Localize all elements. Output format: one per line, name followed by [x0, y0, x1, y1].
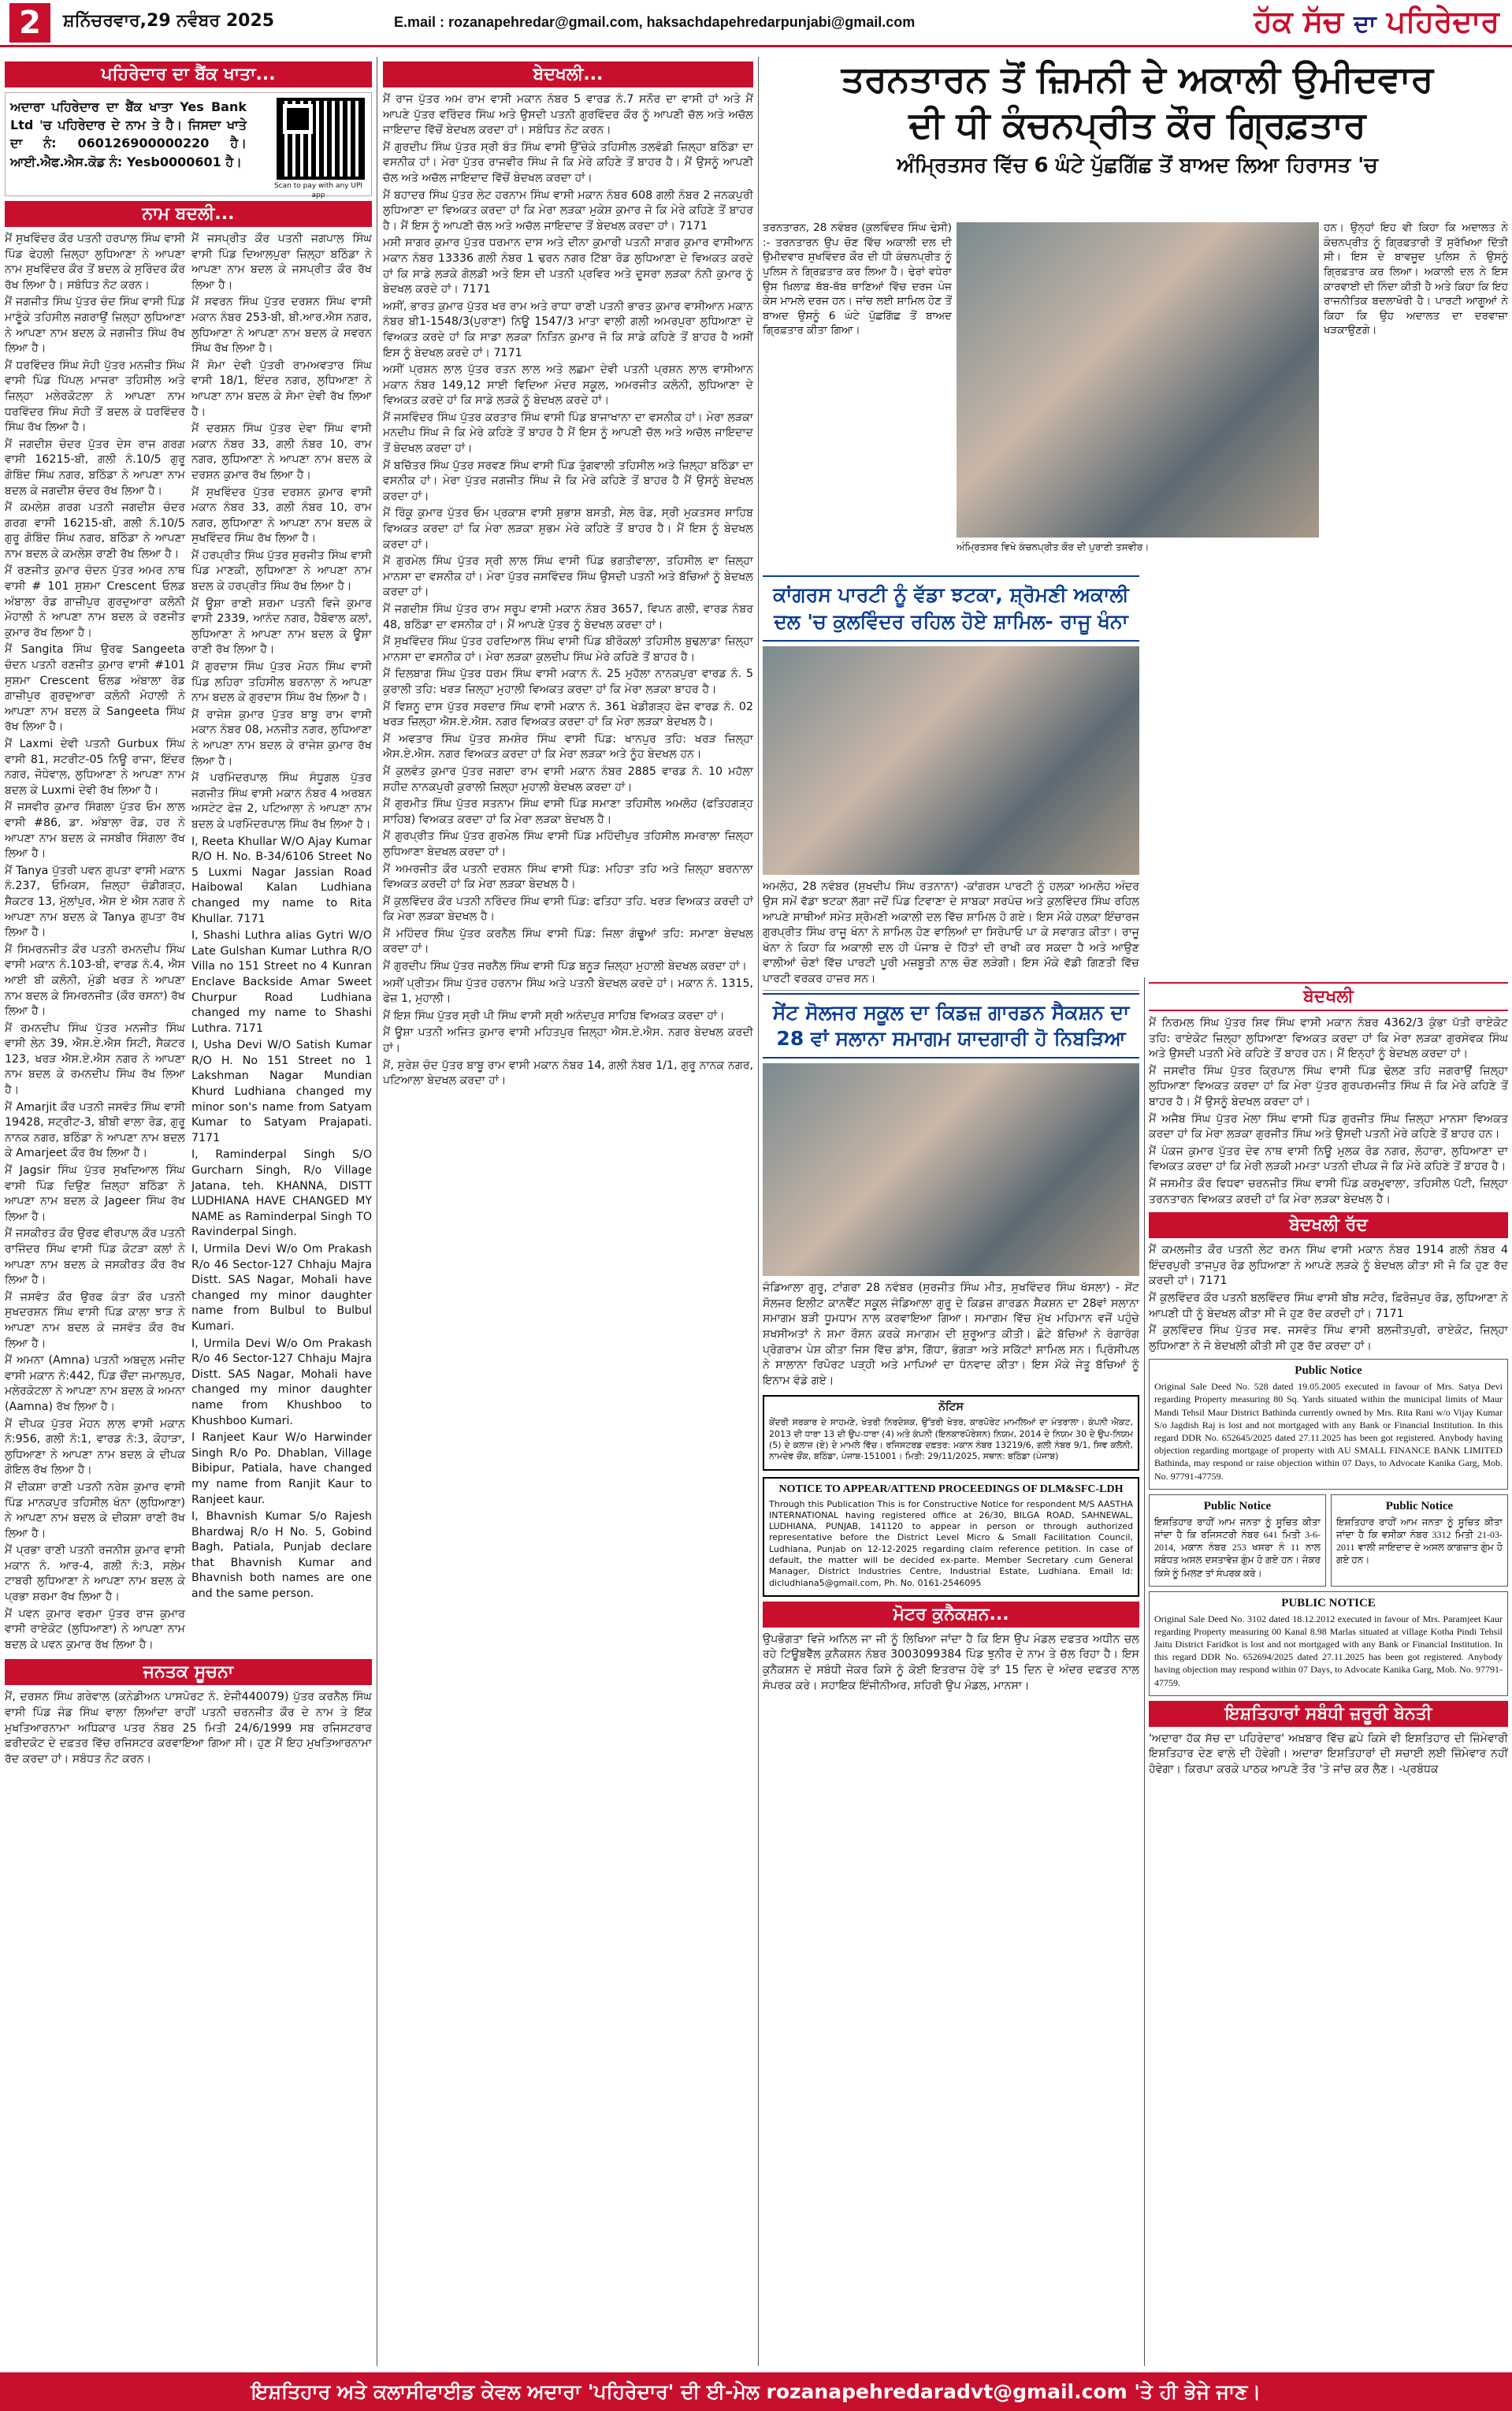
- list-item: ਮੈਂ ਧਰਵਿੰਦਰ ਸਿੰਘ ਸੋਹੀ ਪੁੱਤਰ ਮਨਜੀਤ ਸਿੰਘ ਵਾਸੀ ਪਿੰਡ ਪਿੱਪਲ ਮਾਜਰਾ ਤਹਿਸੀਲ ਅਤੇ ਜ਼ਿਲ੍ਹਾ ਮਲੇਰਕੋਟਲਾ ਨੇ ਆਪਣਾ ਨਾਮ ਧਰਵਿੰਦਰ ਸਿੰਘ ਸੋਹੀ ਤੋਂ ਬਦਲ ਕੇ ਧਰਵਿੰਦਰ ਸਿੰਘ ਰੱਖ ਲਿਆ ਹੈ।: [5, 359, 185, 434]
- list-item: ਮੈਂ ਪਰਮਿੰਦਰਪਾਲ ਸਿੰਘ ਸੰਧੂਗਲ ਪੁੱਤਰ ਜਗਜੀਤ ਸਿੰਘ ਵਾਸੀ ਮਕਾਨ ਨੰਬਰ 4 ਅਰਬਨ ਅਸਟੇਟ ਫੇਜ਼ 2, ਪਟਿਆਲਾ ਨੇ ਆਪਣਾ ਨਾਮ ਬਦਲ ਕੇ ਪਰਮਿੰਦਰਪਾਲ ਸਿੰਘ ਰੱਖ ਲਿਆ ਹੈ।: [191, 772, 372, 831]
- list-item: ਮੈਂ ਇਸ਼ ਸਿੰਘ ਪੁੱਤਰ ਸ੍ਰੀ ਪੀ ਸਿੰਘ ਵਾਸੀ ਸ੍ਰੀ ਅਨੰਦਪੁਰ ਸਾਹਿਬ ਵਿਅਕਤ ਕਰਦਾ ਹਾਂ।: [383, 1009, 725, 1022]
- column-disinheritance: [383, 57, 753, 2366]
- public-notice-3-body: ਇਸ਼ਤਿਹਾਰ ਰਾਹੀਂ ਆਮ ਜਨਤਾ ਨੂੰ ਸੂਚਿਤ ਕੀਤਾ ਜਾਂਦਾ ਹੈ ਕਿ ਵਸੀਕਾ ਨੰਬਰ 3312 ਮਿਤੀ 21-03-2011 ਵਾਲੀ ਜਾਇਦਾਦ ਦੇ ਅਸਲ ਕਾਗਜ਼ਾਤ ਗੁੰਮ ਹੋ ਗਏ ਹਨ।: [1336, 1516, 1503, 1566]
- list-item: ਮੈਂ ਕੁਲਵਿੰਦਰ ਸਿੰਘ ਪੁੱਤਰ ਸਵ. ਜਸਵੰਤ ਸਿੰਘ ਵਾਸੀ ਬਲਜੀਤਪੁਰੀ, ਰਾਏਕੋਟ, ਜ਼ਿਲ੍ਹਾ ਲੁਧਿਆਣਾ ਨੇ ਜੋ ਬੇਦਖਲੀ ਕੀਤੀ ਸੀ ਹੁਣ ਰੱਦ ਕਰਦਾ ਹਾਂ।: [1149, 1324, 1508, 1352]
- list-item: ਮੈਂ ਜਗਜੀਤ ਸਿੰਘ ਪੁੱਤਰ ਚੰਦ ਸਿੰਘ ਵਾਸੀ ਪਿੰਡ ਮਾਣੂੰਕੇ ਤਹਿਸੀਲ ਜਗਰਾਉਂ ਜ਼ਿਲ੍ਹਾ ਲੁਧਿਆਣਾ ਨੇ ਆਪਣਾ ਨਾਮ ਬਦਲ ਕੇ ਜਗਜੀਤ ਸਿੰਘ ਰੱਖ ਲਿਆ ਹੈ।: [5, 296, 185, 355]
- list-item: I, Reeta Khullar W/O Ajay Kumar R/O H. No. B-34/6106 Street No 5 Luxmi Nagar Jassian Road Haibowal Kalan Ludhiana changed my name to Rita Khullar. 7171: [191, 835, 372, 925]
- story2-headline: ਕਾਂਗਰਸ ਪਾਰਟੀ ਨੂੰ ਵੱਡਾ ਝਟਕਾ, ਸ਼੍ਰੋਮਣੀ ਅਕਾਲੀ ਦਲ 'ਚ ਕੁਲਵਿੰਦਰ ਰਹਿਲ ਹੋਏ ਸ਼ਾਮਿਲ- ਰਾਜੂ ਖੰਨਾ: [763, 575, 1139, 642]
- public-notice-1-title: Public Notice: [1295, 1364, 1362, 1378]
- story3-headline: ਸੇਂਟ ਸੋਲਜਰ ਸਕੂਲ ਦਾ ਕਿਡਜ਼ ਗਾਰਡਨ ਸੈਕਸ਼ਨ ਦਾ 28 ਵਾਂ ਸਲਾਨਾ ਸਮਾਗਮ ਯਾਦਗਾਰੀ ਹੋ ਨਿਬੜਿਆ: [763, 993, 1139, 1059]
- disinheritance-list: [383, 92, 753, 1089]
- list-item: ਮੈਂ ਮਹਿੰਦਰ ਸਿੰਘ ਪੁੱਤਰ ਕਰਨੈਲ ਸਿੰਘ ਵਾਸੀ ਪਿੰਡ: ਜਿਲਾ ਗੰਢੂਆਂ ਤਹਿ: ਸਮਾਣਾ ਬੇਦਖਲ ਕਰਦਾ ਹਾਂ।: [383, 927, 753, 956]
- section-head-public-info: ਜਨਤਕ ਸੂਚਨਾ: [5, 1659, 372, 1685]
- list-item: ਮੈਂ ਪਵਨ ਕੁਮਾਰ ਵਰਮਾ ਪੁੱਤਰ ਰਾਜ ਕੁਮਾਰ ਵਾਸੀ ਰਾਏਕੋਟ (ਲੁਧਿਆਣਾ) ਨੇ ਆਪਣਾ ਨਾਮ ਬਦਲ ਕੇ ਪਵਨ ਕੁਮਾਰ ਰੱਖ ਲਿਆ ਹੈ।: [5, 1607, 185, 1651]
- story2-photo: [763, 646, 1139, 875]
- lead-photo-caption: ਅੰਮ੍ਰਿਤਸਰ ਵਿਖੇ ਕੰਚਨਪ੍ਰੀਤ ਕੌਰ ਦੀ ਪੁਰਾਣੀ ਤਸਵੀਰ।: [957, 541, 1150, 553]
- list-item: ਮੈਂ ਰਾਜ ਪੁੱਤਰ ਅਮ ਰਾਮ ਵਾਸੀ ਮਕਾਨ ਨੰਬਰ 5 ਵਾਰਡ ਨੰ.7 ਸਨੌਰ ਦਾ ਵਾਸੀ ਹਾਂ ਅਤੇ ਮੈਂ ਆਪਣੇ ਪੁੱਤਰ ਵਰਿੰਦਰ ਸਿੰਘ ਅਤੇ ਉਸਦੀ ਪਤਨੀ ਗੁਰਵਿੰਦਰ ਕੌਰ ਨੂੰ ਆਪਣੀ ਚੱਲ ਅਤੇ ਅਚੱਲ ਜਾਇਦਾਦ ਵਿੱਚੋਂ ਬੇਦਖਲ ਕਰਦਾ ਹਾਂ। ਸਬੰਧਿਤ ਨੋਟ ਕਰਨ।: [383, 93, 753, 137]
- list-item: ਮੈਂ ਰਿੰਕੂ ਕੁਮਾਰ ਪੁੱਤਰ ਓਮ ਪ੍ਰਕਾਸ਼ ਵਾਸੀ ਸ਼ੁਭਾਸ਼ ਬਸਤੀ, ਸੇਲ ਰੋਡ, ਸ੍ਰੀ ਮੁਕਤਸਰ ਸਾਹਿਬ ਵਿਅਕਤ ਕਰਦਾ ਹਾਂ ਕਿ ਮੇਰਾ ਲੜਕਾ ਸ਼ੁਭਮ ਮੇਰੇ ਕਹਿਣੇ ਤੋਂ ਬਾਹਰ ਹੈ। ਮੈਂ ਇਸ ਨੂੰ ਬੇਦਖਲ ਕਰਦਾ ਹਾਂ।: [383, 507, 753, 551]
- lead-body-right-text: ਹਨ। ਉਨ੍ਹਾਂ ਇਹ ਵੀ ਕਿਹਾ ਕਿ ਅਦਾਲਤ ਨੇ ਕੰਚਨਪ੍ਰੀਤ ਨੂੰ ਗ੍ਰਿਫ਼ਤਾਰੀ ਤੋਂ ਸੁਰੱਖਿਆ ਦਿੱਤੀ ਸੀ। ਇਸ ਦੇ ਬਾਵਜੂਦ ਪੁਲਿਸ ਨੇ ਉਸਨੂੰ ਗ੍ਰਿਫ਼ਤਾਰ ਕਰ ਲਿਆ। ਅਕਾਲੀ ਦਲ ਨੇ ਇਸ ਕਾਰਵਾਈ ਦੀ ਨਿੰਦਾ ਕੀਤੀ ਹੈ ਅਤੇ ਕਿਹਾ ਕਿ ਇਹ ਰਾਜਨੀਤਿਕ ਬਦਲਾਖੋਰੀ ਹੈ। ਪਾਰਟੀ ਆਗੂਆਂ ਨੇ ਕਿਹਾ ਕਿ ਉਹ ਅਦਾਲਤ ਦਾ ਦਰਵਾਜ਼ਾ ਖੜਕਾਉਣਗੇ।: [1324, 221, 1508, 337]
- public-notice-3: [1331, 1494, 1508, 1587]
- list-item: ਮੈਂ ਸੁਖਵਿੰਦਰ ਪੁੱਤਰ ਦਰਸ਼ਨ ਕੁਮਾਰ ਵਾਸੀ ਮਕਾਨ ਨੰਬਰ 33, ਗਲੀ ਨੰਬਰ 10, ਰਾਮ ਨਗਰ, ਲੁਧਿਆਣਾ ਨੇ ਆਪਣਾ ਨਾਮ ਬਦਲ ਕੇ ਸੁਖਵਿੰਦਰ ਸਿੰਘ ਰੱਖ ਲਿਆ ਹੈ।: [191, 486, 372, 545]
- bank-account-box: [5, 92, 372, 200]
- list-item: ਮੈਂ ਕਮਲਜੀਤ ਕੌਰ ਪਤਨੀ ਲੇਟ ਰਮਨ ਸਿੰਘ ਵਾਸੀ ਮਕਾਨ ਨੰਬਰ 1914 ਗਲੀ ਨੰਬਰ 4 ਇੰਦਰਪੁਰੀ ਤਾਜਪੁਰ ਰੋਡ ਲੁਧਿਆਣਾ ਨੇ ਆਪਣੇ ਲੜਕੇ ਨੂੰ ਬੇਦਖਲ ਕੀਤਾ ਸੀ ਜੋ ਕਿ ਹੁਣ ਰੱਦ ਕਰਦੀ ਹਾਂ। 7171: [1149, 1244, 1508, 1288]
- list-item: ਮੈਂ ਕੁਲਵਿੰਦਰ ਕੌਰ ਪਤਨੀ ਨਰਿੰਦਰ ਸਿੰਘ ਵਾਸੀ ਪਿੰਡ: ਫਤਿਹਾ ਤਹਿ. ਖਰੜ ਵਿਅਕਤ ਕਰਦੀ ਹਾਂ ਕਿ ਮੇਰਾ ਲੜਕਾ ਬੇਦਖਲ ਹੈ।: [383, 895, 753, 924]
- list-item: ਮੈਂ Laxmi ਦੇਵੀ ਪਤਨੀ Gurbux ਸਿੰਘ ਵਾਸੀ 81, ਸਟਰੀਟ-05 ਨਿਊ ਰਾਜਾ, ਇੰਦਰ ਨਗਰ, ਜੋਧੇਵਾਲ, ਲੁਧਿਆਣਾ ਨੇ ਆਪਣਾ ਨਾਮ ਬਦਲ ਕੇ Luxmi ਦੇਵੀ ਰੱਖ ਲਿਆ ਹੈ।: [5, 738, 185, 797]
- list-item: ਮੈਂ Jagsir ਸਿੰਘ ਪੁੱਤਰ ਸੁਖਦਿਆਲ ਸਿੰਘ ਵਾਸੀ ਪਿੰਡ ਦਿਉਣ ਜ਼ਿਲ੍ਹਾ ਬਠਿੰਡਾ ਨੇ ਆਪਣਾ ਨਾਮ ਬਦਲ ਕੇ Jageer ਸਿੰਘ ਰੱਖ ਲਿਆ ਹੈ।: [5, 1164, 185, 1223]
- list-item: ਮੈਂ ਸਵਰਨ ਸਿੰਘ ਪੁੱਤਰ ਦਰਸ਼ਨ ਸਿੰਘ ਵਾਸੀ ਮਕਾਨ ਨੰਬਰ 253-ਬੀ, ਬੀ.ਆਰ.ਐਸ ਨਗਰ, ਲੁਧਿਆਣਾ ਨੇ ਆਪਣਾ ਨਾਮ ਬਦਲ ਕੇ ਸਵਰਨ ਸਿੰਘ ਰੱਖ ਲਿਆ ਹੈ।: [191, 296, 372, 355]
- story3-body: ਜੰਡਿਆਲਾ ਗੁਰੂ, ਟਾਂਗਰਾ 28 ਨਵੰਬਰ (ਸੁਰਜੀਤ ਸਿੰਘ ਮੀਤ, ਸੁਖਵਿੰਦਰ ਸਿੰਘ ਖੱਸਲਾ) - ਸੇਂਟ ਸੋਲਜਰ ਇਲੀਟ ਕਾਨਵੈਂਟ ਸਕੂਲ ਜੰਡਿਆਲਾ ਗੁਰੂ ਦੇ ਕਿਡਜ਼ ਗਾਰਡਨ ਸੈਕਸ਼ਨ ਦਾ 28ਵਾਂ ਸਲਾਨਾ ਸਮਾਗਮ ਬੜੀ ਧੂਮਧਾਮ ਨਾਲ ਕਰਵਾਇਆ ਗਿਆ। ਸਮਾਗਮ ਵਿੱਚ ਮੁੱਖ ਮਹਿਮਾਨ ਵਜੋਂ ਪਹੁੰਚੇ ਸ਼ਖਸੀਅਤਾਂ ਨੇ ਸ਼ਮਾ ਰੌਸ਼ਨ ਕਰਕੇ ਸਮਾਗਮ ਦੀ ਸ਼ੁਰੂਆਤ ਕੀਤੀ। ਛੋਟੇ ਬੱਚਿਆਂ ਨੇ ਰੰਗਾਰੰਗ ਪ੍ਰੋਗਰਾਮ ਪੇਸ਼ ਕੀਤਾ ਜਿਸ ਵਿੱਚ ਡਾਂਸ, ਗਿੱਧਾ, ਭੰਗੜਾ ਅਤੇ ਸਕਿੱਟਾਂ ਸ਼ਾਮਿਲ ਸਨ। ਪ੍ਰਿੰਸੀਪਲ ਨੇ ਸਾਲਾਨਾ ਰਿਪੋਰਟ ਪੜ੍ਹੀ ਅਤੇ ਮਾਪਿਆਂ ਦਾ ਧੰਨਵਾਦ ਕੀਤਾ। ਇਸ ਮੌਕੇ ਜੇਤੂ ਬੱਚਿਆਂ ਨੂੰ ਇਨਾਮ ਵੰਡੇ ਗਏ।: [763, 1282, 1139, 1387]
- qr-caption: Scan to pay with any UPI app: [273, 182, 363, 200]
- section-head-motor-connection: ਮੋਟਰ ਕੁਨੈਕਸ਼ਨ...: [763, 1602, 1139, 1628]
- bank-account-text: ਅਦਾਰਾ ਪਹਿਰੇਦਾਰ ਦਾ ਬੈਂਕ ਖਾਤਾ Yes Bank Ltd 'ਚ ਪਹਿਰੇਦਾਰ ਦੇ ਨਾਮ ਤੇ ਹੈ। ਜਿਸਦਾ ਖਾਤੇ ਦਾ ਨੰ: 060126900000220 ਹੈ। ਆਈ.ਐਫ.ਐਸ.ਕੋਡ ਨੰ: Yesb0000601 ਹੈ।: [10, 99, 247, 169]
- list-item: ਅਸੀਂ ਪ੍ਰਸ਼ਨ ਲਾਲ ਪੁੱਤਰ ਰਤਨ ਲਾਲ ਅਤੇ ਲਛਮਾ ਦੇਵੀ ਪਤਨੀ ਪ੍ਰਸ਼ਨ ਲਾਲ ਵਾਸੀਆਨ ਮਕਾਨ ਨੰਬਰ 149,12 ਸਾਈ ਵਿਦਿਆ ਮੰਦਰ ਸਕੂਲ, ਅਮਰਜੀਤ ਕਲੋਨੀ, ਲੁਧਿਆਣਾ ਦੇ ਵਿਅਕਤ ਕਰਦੇ ਹਾਂ ਕਿ ਸਾਡੇ ਲੜਕੇ ਨੂੰ ਬੇਦਖਲ ਕਰਦੇ ਹਾਂ।: [383, 363, 753, 407]
- disinheritance-right-list: [1149, 1016, 1508, 1207]
- government-notice-box: [763, 1395, 1139, 1470]
- story2-body: ਅਮਲੋਹ, 28 ਨਵੰਬਰ (ਸੁਖਦੀਪ ਸਿੰਘ ਰਤਨਾਨਾ) -ਕਾਂਗਰਸ ਪਾਰਟੀ ਨੂੰ ਹਲਕਾ ਅਮਲੋਹ ਅੰਦਰ ਉਸ ਸਮੇਂ ਵੱਡਾ ਝਟਕਾ ਲੱਗਾ ਜਦੋਂ ਪਿੰਡ ਟਿਵਾਣਾ ਦੇ ਸਾਬਕਾ ਸਰਪੰਚ ਅਤੇ ਕੁਲਵਿੰਦਰ ਸਿੰਘ ਰਹਿਲ ਆਪਣੇ ਸਾਥੀਆਂ ਸਮੇਤ ਸ਼੍ਰੋਮਣੀ ਅਕਾਲੀ ਦਲ ਵਿੱਚ ਸ਼ਾਮਿਲ ਹੋ ਗਏ। ਇਸ ਮੌਕੇ ਹਲਕਾ ਇੰਚਾਰਜ ਗੁਰਪ੍ਰੀਤ ਸਿੰਘ ਰਾਜੂ ਖੰਨਾ ਨੇ ਸ਼ਾਮਿਲ ਹੋਣ ਵਾਲਿਆਂ ਦਾ ਸਿਰੋਪਾਓ ਪਾ ਕੇ ਸਵਾਗਤ ਕੀਤਾ। ਰਾਜੂ ਖੰਨਾ ਨੇ ਕਿਹਾ ਕਿ ਅਕਾਲੀ ਦਲ ਹੀ ਪੰਜਾਬ ਦੇ ਹਿੱਤਾਂ ਦੀ ਰਾਖੀ ਕਰ ਸਕਦਾ ਹੈ ਅਤੇ ਆਉਣ ਵਾਲੀਆਂ ਚੋਣਾਂ ਵਿੱਚ ਪਾਰਟੀ ਪੂਰੀ ਮਜ਼ਬੂਤੀ ਨਾਲ ਚੋਣ ਲੜੇਗੀ। ਇਸ ਮੌਕੇ ਵੱਡੀ ਗਿਣਤੀ ਵਿੱਚ ਪਾਰਟੀ ਵਰਕਰ ਹਾਜ਼ਰ ਸਨ।: [763, 880, 1139, 986]
- list-item: ਮੈਂ ਸਿਮਰਨਜੀਤ ਕੌਰ ਪਤਨੀ ਰਮਨਦੀਪ ਸਿੰਘ ਵਾਸੀ ਮਕਾਨ ਨੰ.103-ਬੀ, ਵਾਰਡ ਨੰ.4, ਐਸ ਆਈ ਬੀ ਕਲੋਨੀ, ਮੁੰਡੀ ਖਰੜ ਨੇ ਆਪਣਾ ਨਾਮ ਬਦਲ ਕੇ ਸਿਮਰਨਜੀਤ (ਕੌਰ ਰਸਨਾ) ਰੱਖ ਲਿਆ ਹੈ।: [5, 943, 185, 1018]
- motor-connection-body: ਉਪਭੋਗਤਾ ਵਿਜੇ ਅਨਿਲ ਜਾ ਜੀ ਨੂੰ ਲਿਖਿਆ ਜਾਂਦਾ ਹੈ ਕਿ ਇਸ ਉਪ ਮੰਡਲ ਦਫਤਰ ਅਧੀਨ ਚਲ ਰਹੇ ਟਿਊਬਵੈੱਲ ਕੁਨੈਕਸ਼ਨ ਨੰਬਰ 3003099384 ਪਿੰਡ ਝੁਨੀਰ ਦੇ ਨਾਮ ਤੇ ਚੱਲ ਰਿਹਾ ਹੈ। ਇਸ ਕੁਨੈਕਸ਼ਨ ਦੇ ਸਬੰਧੀ ਜੇਕਰ ਕਿਸੇ ਨੂੰ ਕੋਈ ਇਤਰਾਜ਼ ਹੋਵੇ ਤਾਂ 15 ਦਿਨ ਦੇ ਅੰਦਰ ਦਫਤਰ ਨਾਲ ਸੰਪਰਕ ਕਰੇ। ਸਹਾਇਕ ਇੰਜੀਨੀਅਰ, ਸ਼ਹਿਰੀ ਉਪ ਮੰਡਲ, ਮਾਨਸਾ।: [763, 1632, 1139, 1692]
- public-notice-row: [1149, 1494, 1508, 1587]
- disinheritance-cancel-list: [1149, 1243, 1508, 1354]
- list-item: ਮਸੀ ਸਾਗਰ ਕੁਮਾਰ ਪੁੱਤਰ ਧਰਮਾਨ ਦਾਸ ਅਤੇ ਦੀਨਾ ਕੁਮਾਰੀ ਪਤਨੀ ਸਾਗਰ ਕੁਮਾਰ ਵਾਸੀਆਨ ਮਕਾਨ ਨੰਬਰ 13336 ਗਲੀ ਨੰਬਰ 1 ਢਰਨ ਨਗਰ ਟਿੱਬਾ ਰੋਡ ਲੁਧਿਆਣਾ ਦੇ ਵਿਅਕਤ ਕਰਦੇ ਹਾਂ ਕਿ ਸਾਡੇ ਲੜਕੇ ਗੋਲਡੀ ਅਤੇ ਇਸ ਦੀ ਪਤਨੀ ਪ੍ਰਵਿਰ ਅਤੇ ਦੂਸਰਾ ਲੜਕਾ ਨੰਨੀ ਕੁਮਾਰ ਨੂੰ ਬੇਦਖਲ ਕਰਦੇ ਹਾਂ। 7171: [383, 236, 753, 296]
- section-head-disinheritance: ਬੇਦਖਲੀ...: [383, 61, 753, 87]
- section-head-disinheritance-right: ਬੇਦਖਲੀ: [1149, 982, 1508, 1011]
- masthead-word-1: ਹੱਕ ਸੱਚ: [1254, 3, 1343, 39]
- ad-request-body: 'ਅਦਾਰਾ ਹੱਕ ਸੱਚ ਦਾ ਪਹਿਰੇਦਾਰ' ਅਖ਼ਬਾਰ ਵਿੱਚ ਛਪੇ ਕਿਸੇ ਵੀ ਇਸ਼ਤਿਹਾਰ ਦੀ ਜ਼ਿੰਮੇਵਾਰੀ ਇਸ਼ਤਿਹਾਰ ਦੇਣ ਵਾਲੇ ਦੀ ਹੋਵੇਗੀ। ਅਦਾਰਾ ਇਸ਼ਤਿਹਾਰਾਂ ਦੀ ਸਚਾਈ ਲਈ ਜ਼ਿੰਮੇਵਾਰ ਨਹੀਂ ਹੋਵੇਗਾ। ਕਿਰਪਾ ਕਰਕੇ ਪਾਠਕ ਆਪਣੇ ਤੌਰ 'ਤੇ ਜਾਂਚ ਕਰ ਲੈਣ। -ਪ੍ਰਬੰਧਕ: [1149, 1732, 1508, 1777]
- lead-photo: [957, 222, 1319, 538]
- list-item: ਮੈਂ ਸੁਖਵਿੰਦਰ ਕੌਰ ਪਤਨੀ ਹਰਪਾਲ ਸਿੰਘ ਵਾਸੀ ਪਿੰਡ ਫੇਹਲੀ ਜ਼ਿਲ੍ਹਾ ਲੁਧਿਆਣਾ ਨੇ ਆਪਣਾ ਨਾਮ ਸੁਖਵਿੰਦਰ ਕੌਰ ਤੋਂ ਬਦਲ ਕੇ ਸੁਰਿੰਦਰ ਕੌਰ ਰੱਖ ਲਿਆ ਹੈ। ਸਬੰਧਿਤ ਨੋਟ ਕਰਨ।: [5, 233, 185, 292]
- list-item: ਮੈਂ ਦਿਲਬਾਗ ਸਿੰਘ ਪੁੱਤਰ ਧਰਮ ਸਿੰਘ ਵਾਸੀ ਮਕਾਨ ਨੰ. 25 ਮੁਹੱਲਾ ਨਾਨਕਪੁਰਾ ਵਾਰਡ ਨੰ. 5 ਕੁਰਾਲੀ ਤਹਿ: ਖਰੜ ਜ਼ਿਲ੍ਹਾ ਮੁਹਾਲੀ ਵਿਅਕਤ ਕਰਦਾ ਹਾਂ ਕਿ ਮੇਰਾ ਲੜਕਾ ਬਾਹਰ ਹੈ।: [383, 668, 753, 696]
- list-item: ਮੈਂ ਪ੍ਰਭਾ ਰਾਣੀ ਪਤਨੀ ਰਜਨੀਸ਼ ਕੁਮਾਰ ਵਾਸੀ ਮਕਾਨ ਨੰ. ਆਰ-4, ਗਲੀ ਨੰ:3, ਸਲੇਮ ਟਾਬਰੀ ਲੁਧਿਆਣਾ ਨੇ ਆਪਣਾ ਨਾਮ ਬਦਲ ਕੇ ਪ੍ਰਭਾ ਸ਼ਰਮਾ ਰੱਖ ਲਿਆ ਹੈ।: [5, 1544, 185, 1604]
- list-item: ਮੈਂ ਨਿਰਮਲ ਸਿੰਘ ਪੁੱਤਰ ਸ਼ਿਵ ਸਿੰਘ ਵਾਸੀ ਮਕਾਨ ਨੰਬਰ 4362/3 ਕੁੰਭਾ ਪੱਤੀ ਰਾਏਕੋਟ ਤਹਿ: ਰਾਏਕੋਟ ਜ਼ਿਲ੍ਹਾ ਲੁਧਿਆਣਾ ਵਿਅਕਤ ਕਰਦਾ ਹਾਂ ਕਿ ਮੇਰਾ ਲੜਕਾ ਗੁਰਸੇਵਕ ਸਿੰਘ ਅਤੇ ਉਸਦੀ ਪਤਨੀ ਮੇਰੇ ਕਹਿਣੇ ਤੋਂ ਬਾਹਰ ਹਨ। ਮੈਂ ਇਨ੍ਹਾਂ ਨੂੰ ਬੇਦਖਲ ਕਰਦਾ ਹਾਂ।: [1149, 1017, 1508, 1061]
- page-header: [0, 0, 1512, 47]
- list-item: ਮੈਂ ਬਚਿੱਤਰ ਸਿੰਘ ਪੁੱਤਰ ਸਰਵਣ ਸਿੰਘ ਵਾਸੀ ਪਿੰਡ ਤੁੰਗਵਾਲੀ ਤਹਿਸੀਲ ਅਤੇ ਜ਼ਿਲ੍ਹਾ ਬਠਿੰਡਾ ਦਾ ਵਸਨੀਕ ਹਾਂ। ਮੇਰਾ ਪੁੱਤਰ ਜਗਜੀਤ ਸਿੰਘ ਜੋ ਕਿ ਮੇਰੇ ਕਹਿਣੇ ਤੋਂ ਬਾਹਰ ਹੈ ਮੈਂ ਉਸਨੂੰ ਬੇਦਖਲ ਕਰਦਾ ਹਾਂ।: [383, 459, 753, 503]
- list-item: I, Usha Devi W/O Satish Kumar R/O H. No 151 Street no 1 Lakshman Nagar Mundian Khurd Ludhiana changed my minor son's name from Satyam Kumar to Satyam Prajapati. 7171: [191, 1039, 372, 1144]
- list-item: ਮੈਂ ਗੁਰਪ੍ਰੀਤ ਸਿੰਘ ਪੁੱਤਰ ਗੁਰਮੇਲ ਸਿੰਘ ਵਾਸੀ ਪਿੰਡ ਮਹਿੰਦੀਪੁਰ ਤਹਿਸੀਲ ਸਮਰਾਲਾ ਜ਼ਿਲ੍ਹਾ ਲੁਧਿਆਣਾ ਬੇਦਖਲ ਕਰਦਾ ਹਾਂ।: [383, 830, 753, 858]
- list-item: ਮੈਂ ਜਸਵਿੰਦਰ ਸਿੰਘ ਪੁੱਤਰ ਕਰਤਾਰ ਸਿੰਘ ਵਾਸੀ ਪਿੰਡ ਬਾਜਾਖਾਨਾ ਦਾ ਵਸਨੀਕ ਹਾਂ। ਮੇਰਾ ਲੜਕਾ ਮਨਦੀਪ ਸਿੰਘ ਜੋ ਕਿ ਮੇਰੇ ਕਹਿਣੇ ਤੋਂ ਬਾਹਰ ਹੈ ਮੈਂ ਇਸ ਨੂੰ ਆਪਣੀ ਚੱਲ ਅਤੇ ਅਚੱਲ ਜਾਇਦਾਦ ਤੋਂ ਬੇਦਖਲ ਕਰਦਾ ਹਾਂ।: [383, 411, 753, 456]
- column-divider: [758, 57, 759, 2366]
- list-item: ਮੈਂ ਗੁਰਦੀਪ ਸਿੰਘ ਪੁੱਤਰ ਸ੍ਰੀ ਬੰਤ ਸਿੰਘ ਵਾਸੀ ਉੱਚੇਕੇ ਤਹਿਸੀਲ ਤਲਵੰਡੀ ਜ਼ਿਲ੍ਹਾ ਬਠਿੰਡਾ ਦਾ ਵਸਨੀਕ ਹਾਂ। ਮੇਰਾ ਪੁੱਤਰ ਰਾਜਵੀਰ ਸਿੰਘ ਜੋ ਕਿ ਮੇਰੇ ਕਹਿਣੇ ਤੋਂ ਬਾਹਰ ਹੈ। ਮੈਂ ਉਸਨੂੰ ਆਪਣੀ ਚੱਲ ਅਤੇ ਅਚੱਲ ਜਾਇਦਾਦ ਵਿੱਚੋਂ ਬੇਦਖਲ ਕਰਦਾ ਹਾਂ।: [383, 140, 753, 184]
- lead-headline-line2: ਦੀ ਧੀ ਕੰਚਨਪ੍ਰੀਤ ਕੌਰ ਗ੍ਰਿਫ਼ਤਾਰ: [908, 102, 1366, 146]
- list-item: ਮੈਂ ਅਜੈਬ ਸਿੰਘ ਪੁੱਤਰ ਮੇਲਾ ਸਿੰਘ ਵਾਸੀ ਪਿੰਡ ਗੁਰਜੀਤ ਸਿੰਘ ਜ਼ਿਲ੍ਹਾ ਮਾਨਸਾ ਵਿਅਕਤ ਕਰਦਾ ਹਾਂ ਕਿ ਮੇਰਾ ਲੜਕਾ ਗੁਰਜੀਤ ਸਿੰਘ ਅਤੇ ਉਸਦੀ ਪਤਨੀ ਮੇਰੇ ਕਹਿਣੇ ਤੋਂ ਬਾਹਰ ਹਨ।: [1149, 1112, 1508, 1141]
- list-item: ਮੈਂ ਗੁਰਮੀਤ ਸਿੰਘ ਪੁੱਤਰ ਸਤਨਾਮ ਸਿੰਘ ਵਾਸੀ ਪਿੰਡ ਸਮਾਣਾ ਤਹਿਸੀਲ ਅਮਲੋਹ (ਫਤਿਹਗੜ੍ਹ ਸਾਹਿਬ) ਵਿਅਕਤ ਕਰਦਾ ਹਾਂ ਕਿ ਮੇਰਾ ਲੜਕਾ ਬੇਦਖਲ ਹੈ।: [383, 798, 753, 826]
- list-item: ਮੈਂ ਕੁਲਵੰਤ ਕੁਮਾਰ ਪੁੱਤਰ ਜਗਦਾ ਰਾਮ ਵਾਸੀ ਮਕਾਨ ਨੰਬਰ 2885 ਵਾਰਡ ਨੰ. 10 ਮਹੱਲਾ ਸ਼ਹੀਦ ਨਾਨਕਪੁਰੀ ਕੁਰਾਲੀ ਜ਼ਿਲ੍ਹਾ ਮੁਹਾਲੀ ਬੇਦਖਲ ਕਰਦਾ ਹਾਂ।: [383, 765, 753, 794]
- name-change-list: [5, 232, 372, 1654]
- qr-code-icon[interactable]: [277, 98, 365, 180]
- footer-banner: ਇਸ਼ਤਿਹਾਰ ਅਤੇ ਕਲਾਸੀਫਾਈਡ ਕੇਵਲ ਅਦਾਰਾ 'ਪਹਿਰੇਦਾਰ' ਦੀ ਈ-ਮੇਲ rozanapehredaradvt@gmail.com 'ਤੇ ਹੀ ਭੇਜੇ ਜਾਣ।: [0, 2372, 1512, 2411]
- list-item: ਮੈਂ ਗੁਰਮੇਲ ਸਿੰਘ ਪੁੱਤਰ ਸ੍ਰੀ ਲਾਲ ਸਿੰਘ ਵਾਸੀ ਪਿੰਡ ਭਗਤੀਵਾਲਾ, ਤਹਿਸੀਲ ਵਾ ਜ਼ਿਲ੍ਹਾ ਮਾਨਸਾ ਦਾ ਵਸਨੀਕ ਹਾਂ। ਮੇਰਾ ਪੁੱਤਰ ਜਸਵਿੰਦਰ ਸਿੰਘ ਉਸਦੀ ਪਤਨੀ ਅਤੇ ਬੱਚਿਆਂ ਨੂੰ ਬੇਦਖਲ ਕਰਦਾ ਹਾਂ।: [383, 555, 753, 599]
- list-item: ਮੈਂ ਊਸ਼ਾ ਰਾਣੀ ਸ਼ਰਮਾ ਪਤਨੀ ਵਿਜੇ ਕੁਮਾਰ ਵਾਸੀ 2339, ਆਨੰਦ ਨਗਰ, ਹੈਬੋਵਾਲ ਕਲਾਂ, ਲੁਧਿਆਣਾ ਨੇ ਆਪਣਾ ਨਾਮ ਬਦਲ ਕੇ ਊਸ਼ਾ ਰਾਣੀ ਰੱਖ ਲਿਆ ਹੈ।: [191, 597, 372, 657]
- dlm-notice-body: Through this Publication This is for Constructive Notice for respondent M/S AASTHA INTERNATIONAL having registered office at 26/30, BILGA ROAD, SAHNEWAL, LUDHIANA, PUNJAB, 141120 to appear in person or through authorized representative before the District Level Micro & Small Facilitation Council, Ludhiana, Punjab on 12-12-2025 regarding claim reference petition. In case of default, the matter will be decided ex-parte. Member Secretary cum General Manager, District Industries Centre, Industrial Estate, Ludhiana. Email Id: dicludhiana5@gmail.com, Ph. No. 0161-2546095: [769, 1498, 1133, 1588]
- masthead-word-2: ਦਾ: [1354, 10, 1376, 38]
- public-notice-4: [1149, 1591, 1508, 1696]
- list-item: ਮੈਂ Amarjit ਕੌਰ ਪਤਨੀ ਜਸਵੰਤ ਸਿੰਘ ਵਾਸੀ 19428, ਸਟ੍ਰੀਟ-3, ਬੀਬੀ ਵਾਲਾ ਰੋਡ, ਗੁਰੂ ਨਾਨਕ ਨਗਰ, ਬਠਿੰਡਾ ਨੇ ਆਪਣਾ ਨਾਮ ਬਦਲ ਕੇ Amarjeet ਕੌਰ ਰੱਖ ਲਿਆ ਹੈ।: [5, 1100, 185, 1160]
- list-item: ਮੈਂ ਅਮਰਜੀਤ ਕੌਰ ਪਤਨੀ ਦਰਸ਼ਨ ਸਿੰਘ ਵਾਸੀ ਪਿੰਡ: ਮਹਿਤਾ ਤਹਿ ਅਤੇ ਜ਼ਿਲ੍ਹਾ ਬਰਨਾਲਾ ਵਿਅਕਤ ਕਰਦੀ ਹਾਂ ਕਿ ਮੇਰਾ ਲੜਕਾ ਬੇਦਖਲ ਹੈ।: [383, 862, 753, 891]
- dlm-notice-title: NOTICE TO APPEAR/ATTEND PROCEEDINGS OF DLM&SFC-LDH: [778, 1483, 1124, 1495]
- list-item: ਮੈਂ ਊਸ਼ਾ ਪਤਨੀ ਅਜਿਤ ਕੁਮਾਰ ਵਾਸੀ ਮਹਿਤਪੁਰ ਜ਼ਿਲ੍ਹਾ ਐਸ.ਏ.ਐਸ. ਨਗਰ ਬੇਦਖਲ ਕਰਦੀ ਹਾਂ।: [383, 1026, 753, 1055]
- list-item: ਮੈਂ Tanya ਪੁੱਤਰੀ ਪਵਨ ਗੁਪਤਾ ਵਾਸੀ ਮਕਾਨ ਨੰ.237, ਓਮਿਕਸ, ਜ਼ਿਲ੍ਹਾ ਚੰਡੀਗੜ੍ਹ, ਸੈਕਟਰ 13, ਮੁੱਲਾਂਪੁਰ, ਐਸ ਏ ਐਸ ਨਗਰ ਨੇ ਆਪਣਾ ਨਾਮ ਬਦਲ ਕੇ Tanya ਗੁਪਤਾ ਰੱਖ ਲਿਆ ਹੈ।: [5, 864, 185, 939]
- lead-story-header: [763, 57, 1512, 214]
- government-notice-title: ਨੋਟਿਸ: [938, 1401, 964, 1414]
- lead-body-left-text: ਤਰਨਤਾਰਨ, 28 ਨਵੰਬਰ (ਕੁਲਵਿੰਦਰ ਸਿੰਘ ਢੇਸੀ) :- ਤਰਨਤਾਰਨ ਉਪ ਚੋਣ ਵਿੱਚ ਅਕਾਲੀ ਦਲ ਦੀ ਉਮੀਦਵਾਰ ਸੁਖਵਿੰਦਰ ਕੌਰ ਦੀ ਧੀ ਕੰਚਨਪ੍ਰੀਤ ਨੂੰ ਪੁਲਿਸ ਨੇ ਗ੍ਰਿਫ਼ਤਾਰ ਕਰ ਲਿਆ ਹੈ। ਢੇਰਾਂ ਵਧੇਰਾ ਉਸ ਖ਼ਿਲਾਫ਼ ਥੱਬ-ਥੱਬ ਥਾਣਿਆਂ ਵਿੱਚ ਦਰਜ ਪੰਜ ਕੇਸ ਮਾਮਲੇ ਦਰਜ ਹਨ। ਜਾਂਚ ਲਈ ਸ਼ਾਮਿਲ ਹੋਣ ਤੋਂ ਬਾਅਦ ਉਸਨੂੰ 6 ਘੰਟੇ ਪੁੱਛਗਿੱਛ ਤੋਂ ਬਾਅਦ ਗ੍ਰਿਫ਼ਤਾਰ ਕੀਤਾ ਗਿਆ।: [763, 221, 952, 337]
- list-item: I Ranjeet Kaur W/o Harwinder Singh R/o Po. Dhablan, Village Bibipur, Patiala, have changed my name from Ranjit Kaur to Ranjeet kaur.: [191, 1431, 372, 1506]
- column-divider: [1144, 977, 1145, 2366]
- lead-story-body-left: [763, 221, 952, 567]
- list-item: ਮੈਂ ਸੋਮਾ ਦੇਵੀ ਪੁੱਤਰੀ ਰਾਮਅਵਤਾਰ ਸਿੰਘ ਵਾਸੀ 18/1, ਇੰਦਰ ਨਗਰ, ਲੁਧਿਆਣਾ ਨੇ ਆਪਣਾ ਨਾਮ ਬਦਲ ਕੇ ਸੋਮਾ ਦੇਵੀ ਰੱਖ ਲਿਆ ਹੈ।: [191, 359, 372, 419]
- list-item: ਮੈਂ ਕਮਲੇਸ਼ ਗਰਗ ਪਤਨੀ ਜਗਦੀਸ਼ ਚੰਦਰ ਗਰਗ ਵਾਸੀ 16215-ਬੀ, ਗਲੀ ਨੰ.10/5 ਗੁਰੂ ਗੋਬਿੰਦ ਸਿੰਘ ਨਗਰ, ਬਠਿੰਡਾ ਨੇ ਆਪਣਾ ਨਾਮ ਬਦਲ ਕੇ ਕਮਲੇਸ਼ ਰਾਣੀ ਰੱਖ ਲਿਆ ਹੈ।: [5, 501, 185, 560]
- lead-subheadline: ਅੰਮ੍ਰਿਤਸਰ ਵਿੱਚ 6 ਘੰਟੇ ਪੁੱਛਗਿੱਛ ਤੋਂ ਬਾਅਦ ਲਿਆ ਹਿਰਾਸਤ 'ਚ: [897, 154, 1378, 177]
- column-right-notices: [1149, 977, 1508, 2364]
- public-notice-3-title: Public Notice: [1385, 1499, 1454, 1512]
- list-item: ਮੈਂ ਜਸਵੀਰ ਸਿੰਘ ਪੁੱਤਰ ਕ੍ਰਿਪਾਲ ਸਿੰਘ ਵਾਸੀ ਪਿੰਡ ਢੋਲਣ ਤਹਿ ਜਗਰਾਉਂ ਜ਼ਿਲ੍ਹਾ ਲੁਧਿਆਣਾ ਵਿਅਕਤ ਕਰਦਾ ਹਾਂ ਕਿ ਮੇਰਾ ਪੁੱਤਰ ਗੁਰਪਰਮਜੀਤ ਸਿੰਘ ਜੋ ਕਿ ਮੇਰੇ ਕਹਿਣੇ ਤੋਂ ਬਾਹਰ ਹੈ। ਮੈਂ ਉਸਨੂੰ ਬੇਦਖਲ ਕਰਦਾ ਹਾਂ।: [1149, 1064, 1508, 1108]
- list-item: ਅਸੀਂ, ਭਾਰਤ ਕੁਮਾਰ ਪੁੱਤਰ ਖਰ ਰਾਮ ਅਤੇ ਰਾਧਾ ਰਾਣੀ ਪਤਨੀ ਭਾਰਤ ਕੁਮਾਰ ਵਾਸੀਆਨ ਮਕਾਨ ਨੰਬਰ ਬੀ1-1548/3(ਪੁਰਾਣਾ) ਨਿਊ 1547/3 ਮਾਤਾ ਵਾਲੀ ਗਲੀ ਅਮਰਪੁਰਾ ਲੁਧਿਆਣਾ ਦੇ ਵਿਅਕਤ ਕਰਦੇ ਹਾਂ ਕਿ ਸਾਡਾ ਲੜਕਾ ਨਿਤਿਨ ਕੁਮਾਰ ਜੋ ਕਿ ਸਾਡੇ ਕਹਿਣੇ ਤੋਂ ਬਾਹਰ ਹੈ ਅਸੀਂ ਇਸ ਨੂੰ ਬੇਦਖਲ ਕਰਦੇ ਹਾਂ। 7171: [383, 300, 753, 359]
- column-news: [763, 575, 1139, 2364]
- public-info-text: ਮੈਂ, ਦਰਸ਼ਨ ਸਿੰਘ ਗਰੇਵਾਲ (ਕਨੇਡੀਅਨ ਪਾਸਪੋਰਟ ਨੰ. ਏਜੀ440079) ਪੁੱਤਰ ਕਰਨੈਲ ਸਿੰਘ ਵਾਸੀ ਪਿੰਡ ਜੰਡ ਸਿੰਘ ਵਾਲਾ ਲਿਆਂਦਾ ਰਾਹੀਂ ਪਤਨੀ ਚਰਨਜੀਤ ਕੌਰ ਦੇ ਨਾਮ ਤੇ ਇੱਕ ਮੁਖਤਿਆਰਨਾਮਾ ਅਧਿਕਾਰ ਪਤਰ ਨੰਬਰ 25 ਮਿਤੀ 24/6/1999 ਸਬ ਰਜਿਸਟਰਾਰ ਫ਼ਰੀਦਕੋਟ ਦੇ ਦਫ਼ਤਰ ਵਿੱਚ ਰਜਿਸਟਰ ਕਰਵਾਇਆ ਗਿਆ ਸੀ। ਹੁਣ ਮੈਂ ਇਹ ਮੁਖਤਿਆਰਨਾਮਾ ਰੱਦ ਕਰਦਾ ਹਾਂ। ਸਬੰਧਤ ਨੋਟ ਕਰਨ।: [5, 1691, 372, 1765]
- list-item: ਅਸੀਂ ਪ੍ਰੀਤਮ ਸਿੰਘ ਪੁੱਤਰ ਹਰਨਾਮ ਸਿੰਘ ਅਤੇ ਪਤਨੀ ਬੇਦਖਲ ਕਰਦੇ ਹਾਂ। ਮਕਾਨ ਨੰ. 1315, ਫੇਜ਼ 1, ਮੁਹਾਲੀ।: [383, 977, 753, 1006]
- section-head-disinheritance-cancel: ਬੇਦਖਲੀ ਰੱਦ: [1149, 1212, 1508, 1238]
- list-item: ਮੈਂ ਜਸਕੀਰਤ ਕੌਰ ਉਰਫ ਵੀਰਪਾਲ ਕੌਰ ਪਤਨੀ ਰਾਜਿੰਦਰ ਸਿੰਘ ਵਾਸੀ ਪਿੰਡ ਕੋਟੜਾ ਕਲਾਂ ਨੇ ਆਪਣਾ ਨਾਮ ਬਦਲ ਕੇ ਜਸਕੀਰਤ ਕੌਰ ਰੱਖ ਲਿਆ ਹੈ।: [5, 1227, 185, 1287]
- list-item: ਮੈਂ ਰਮਨਦੀਪ ਸਿੰਘ ਪੁੱਤਰ ਮਨਜੀਤ ਸਿੰਘ ਵਾਸੀ ਲੇਨ 39, ਐਸ.ਏ.ਐਸ ਸਿਟੀ, ਸੈਕਟਰ 123, ਖਰੜ ਐਸ.ਏ.ਐਸ ਨਗਰ ਨੇ ਆਪਣਾ ਨਾਮ ਬਦਲ ਕੇ ਰਮਨਦੀਪ ਸਿੰਘ ਰੱਖ ਲਿਆ ਹੈ।: [5, 1021, 185, 1097]
- list-item: ਮੈਂ ਅਮਨਾ (Amna) ਪਤਨੀ ਅਬਦੁਲ ਮਜੀਦ ਵਾਸੀ ਮਕਾਨ ਨੰ:442, ਪਿੰਡ ਚੌਂਦਾ ਜਮਾਲਪੁਰ, ਮਲੇਰਕੋਟਲਾ ਨੇ ਆਪਣਾ ਨਾਮ ਬਦਲ ਕੇ ਅਮਨਾ (Aamna) ਰੱਖ ਲਿਆ ਹੈ।: [5, 1354, 185, 1413]
- list-item: I, Raminderpal Singh S/O Gurcharn Singh, R/o Village Jatana, teh. KHANNA, DISTT LUDHIANA HAVE CHANGED MY NAME as Raminderpal Singh TO Ravinderpal Singh.: [191, 1148, 372, 1239]
- list-item: ਮੈਂ ਗੁਰਦੀਪ ਸਿੰਘ ਪੁੱਤਰ ਜਰਨੈਲ ਸਿੰਘ ਵਾਸੀ ਪਿੰਡ ਬਨੂੜ ਜ਼ਿਲ੍ਹਾ ਮੁਹਾਲੀ ਬੇਦਖਲ ਕਰਦਾ ਹਾਂ।: [383, 960, 747, 973]
- masthead-logo: [1254, 3, 1499, 39]
- public-notice-4-body: Original Sale Deed No. 3102 dated 18.12.2012 executed in favour of Mrs. Paramjeet Kaur regarding Property measuring 00 Kanal 8.98 Marlas situated at village Kotha Pindi Tehsil Jaitu District Faridkot is lost and not mortgaged with any Bank or Financial Institution. In this regard DDR No. 652694/2025 dated 27.11.2025 has been got registered. Anybody having objection may respond within 07 Days, to Advocate Kanika Garg, Mob. No. 97791-47759.: [1154, 1613, 1503, 1688]
- lead-story-body-right: [1324, 221, 1508, 567]
- list-item: ਮੈਂ ਜਸਵੰਤ ਕੌਰ ਉਰਫ ਕੰਤਾ ਕੌਰ ਪਤਨੀ ਸੁਖਦਰਸ਼ਨ ਸਿੰਘ ਵਾਸੀ ਪਿੰਡ ਕਾਲਾ ਝਾੜ ਨੇ ਆਪਣਾ ਨਾਮ ਬਦਲ ਕੇ ਜਸਵੰਤ ਕੌਰ ਰੱਖ ਲਿਆ ਹੈ।: [5, 1290, 185, 1350]
- list-item: ਮੈਂ ਬਹਾਦਰ ਸਿੰਘ ਪੁੱਤਰ ਲੇਟ ਹਰਨਾਮ ਸਿੰਘ ਵਾਸੀ ਮਕਾਨ ਨੰਬਰ 608 ਗਲੀ ਨੰਬਰ 2 ਜਨਕਪੁਰੀ ਲੁਧਿਆਣਾ ਦਾ ਵਿਅਕਤ ਕਰਦਾ ਹਾਂ ਕਿ ਮੇਰਾ ਲੜਕਾ ਮੁਕੇਸ਼ ਕੁਮਾਰ ਜੋ ਕਿ ਮੇਰੇ ਕਹਿਣੇ ਤੋਂ ਬਾਹਰ ਹੈ। ਮੈਂ ਇਸ ਨੂੰ ਆਪਣੀ ਚੱਲ ਅਤੇ ਅਚੱਲ ਜਾਇਦਾਦ ਤੋਂ ਬੇਦਖਲ ਕਰਦਾ ਹਾਂ। 7171: [383, 188, 753, 233]
- list-item: ਮੈਂ ਜਸਵੀਰ ਕੁਮਾਰ ਸਿੰਗਲਾ ਪੁੱਤਰ ਓਮ ਲਾਲ ਵਾਸੀ #86, ਡਾ. ਅੰਬਾਲਾ ਰੋਡ, ਹਰ ਨੇ ਆਪਣਾ ਨਾਮ ਬਦਲ ਕੇ ਜਸਬੀਰ ਸਿੰਗਲਾ ਰੱਖ ਲਿਆ ਹੈ।: [5, 801, 185, 861]
- list-item: ਮੈਂ ਰਾਜੇਸ਼ ਕੁਮਾਰ ਪੁੱਤਰ ਬਾਬੂ ਰਾਮ ਵਾਸੀ ਮਕਾਨ ਨੰਬਰ 08, ਮਨਜੀਤ ਨਗਰ, ਲੁਧਿਆਣਾ ਨੇ ਆਪਣਾ ਨਾਮ ਬਦਲ ਕੇ ਰਾਜੇਸ਼ ਕੁਮਾਰ ਰੱਖ ਲਿਆ ਹੈ।: [191, 708, 372, 768]
- public-notice-1: [1149, 1359, 1508, 1490]
- list-item: ਮੈਂ ਦਰਸ਼ਨ ਸਿੰਘ ਪੁੱਤਰ ਦੇਵਾ ਸਿੰਘ ਵਾਸੀ ਮਕਾਨ ਨੰਬਰ 33, ਗਲੀ ਨੰਬਰ 10, ਰਾਮ ਨਗਰ, ਲੁਧਿਆਣਾ ਨੇ ਆਪਣਾ ਨਾਮ ਬਦਲ ਕੇ ਦਰਸ਼ਨ ਕੁਮਾਰ ਰੱਖ ਲਿਆ ਹੈ।: [191, 422, 372, 482]
- public-notice-1-body: Original Sale Deed No. 528 dated 19.05.2005 executed in favour of Mrs. Satya Devi regarding Property measuring 80 Sq. Yards situated within the municipal limits of Maur Mandi Tehsil Maur District Bathinda currently owned by Mrs. Rita Rani w/o Vijay Kumar S/o Jagdish Raj is lost and not mortgaged with any Bank or Financial Institution. In this regard DDR No. 652645/2025 dated 27.11.2025 has been got registered. Anybody having objection regarding mortgage of property with AU SMALL FINANCE BANK LIMITED Bathinda, may respond or raise objection within 07 Days, to Advocate Kanika Garg, Mob. No. 97791-47759.: [1154, 1381, 1503, 1482]
- list-item: ਮੈਂ ਜਗਦੀਸ਼ ਸਿੰਘ ਪੁੱਤਰ ਰਾਮ ਸਰੂਪ ਵਾਸੀ ਮਕਾਨ ਨੰਬਰ 3657, ਵਿਪਨ ਗਲੀ, ਵਾਰਡ ਨੰਬਰ 48, ਬਠਿੰਡਾ ਦਾ ਵਸਨੀਕ ਹਾਂ। ਮੈਂ ਆਪਣੇ ਪੁੱਤਰ ਨੂੰ ਬੇਦਖਲ ਕਰਦਾ ਹਾਂ।: [383, 603, 753, 631]
- list-item: ਮੈਂ ਗੁਰਦਾਸ ਸਿੰਘ ਪੁੱਤਰ ਮੋਹਨ ਸਿੰਘ ਵਾਸੀ ਪਿੰਡ ਲਹਿਰਾ ਤਹਿਸੀਲ ਬਰਨਾਲਾ ਨੇ ਆਪਣਾ ਨਾਮ ਬਦਲ ਕੇ ਗੁਰਦਾਸ ਸਿੰਘ ਰੱਖ ਲਿਆ ਹੈ।: [191, 660, 372, 705]
- page-number: 2: [9, 3, 50, 43]
- list-item: ਮੈਂ ਸੁਖਵਿੰਦਰ ਸਿੰਘ ਪੁੱਤਰ ਹਰਦਿਆਲ ਸਿੰਘ ਵਾਸੀ ਪਿੰਡ ਬੀਰੋਕਲਾਂ ਤਹਿਸੀਲ ਬੁਢਲਾਡਾ ਜ਼ਿਲ੍ਹਾ ਮਾਨਸਾ ਦਾ ਵਸਨੀਕ ਹਾਂ। ਮੇਰਾ ਲੜਕਾ ਕੁਲਦੀਪ ਸਿੰਘ ਮੇਰੇ ਕਹਿਣੇ ਤੋਂ ਬਾਹਰ ਹੈ।: [383, 635, 753, 664]
- list-item: I, Bhavnish Kumar S/o Rajesh Bhardwaj R/o H No. 5, Gobind Bagh, Patiala, Punjab declare that Bhavnish Kumar and Bhavnish both names are one and the same person.: [191, 1510, 372, 1601]
- name-change-subcolumn-b: [191, 232, 372, 1654]
- list-item: ਮੈਂ Sangita ਸਿੰਘ ਉਰਫ Sangeeta ਚੰਦਨ ਪਤਨੀ ਰਣਜੀਤ ਕੁਮਾਰ ਵਾਸੀ #101 ਸੁਸ਼ਮਾ Crescent ਓਲਡ ਅੰਬਾਲਾ ਰੋਡ ਗਾਜ਼ੀਪੁਰ ਗੁਰਦੁਆਰਾ ਕਲੋਨੀ ਮੋਹਾਲੀ ਨੇ ਆਪਣਾ ਨਾਮ ਬਦਲ ਕੇ Sangeeta ਸਿੰਘ ਰੱਖ ਲਿਆ ਹੈ।: [5, 643, 185, 734]
- list-item: ਮੈਂ ਕੁਲਵਿੰਦਰ ਕੌਰ ਪਤਨੀ ਬਲਵਿੰਦਰ ਸਿੰਘ ਵਾਸੀ ਬੀਬ ਸਟੋਰ, ਫ਼ਿਰੋਜ਼ਪੁਰ ਰੋਡ, ਲੁਧਿਆਣਾ ਨੇ ਆਪਣੀ ਧੀ ਨੂੰ ਬੇਦਖਲ ਕੀਤਾ ਸੀ ਜੋ ਹੁਣ ਰੱਦ ਕਰਦੀ ਹਾਂ। 7171: [1149, 1291, 1508, 1320]
- contact-email: E.mail : rozanapehredar@gmail.com, haksachdapehredarpunjabi@gmail.com: [394, 14, 916, 30]
- list-item: ਮੈਂ ਪੰਕਜ ਕੁਮਾਰ ਪੁੱਤਰ ਦੇਵ ਨਾਥ ਵਾਸੀ ਨਿਊ ਮੁਲਕ ਰੋਡ ਨਗਰ, ਲੋਹਾਰਾ, ਲੁਧਿਆਣਾ ਦਾ ਵਿਅਕਤ ਕਰਦਾ ਹਾਂ ਕਿ ਮੇਰੀ ਲੜਕੀ ਮਮਤਾ ਪਤਨੀ ਦੀਪਕ ਜੋ ਕਿ ਮੇਰੇ ਕਹਿਣੇ ਤੋਂ ਬਾਹਰ ਹੈ।: [1149, 1144, 1508, 1174]
- dlm-notice-box: [763, 1477, 1139, 1597]
- list-item: ਮੈਂ ਅਵਤਾਰ ਸਿੰਘ ਪੁੱਤਰ ਸ਼ਮਸ਼ੇਰ ਸਿੰਘ ਵਾਸੀ ਪਿੰਡ: ਖਾਨਪੁਰ ਤਹਿ: ਖਰੜ ਜ਼ਿਲ੍ਹਾ ਐਸ.ਏ.ਐਸ. ਨਗਰ ਵਿਅਕਤ ਕਰਦਾ ਹਾਂ ਕਿ ਮੇਰਾ ਲੜਕਾ ਅਤੇ ਨੂੰਹ ਬੇਦਖਲ ਹਨ।: [383, 732, 753, 761]
- public-notice-2-title: Public Notice: [1203, 1499, 1272, 1512]
- list-item: I, Shashi Luthra alias Gytri W/O Late Gulshan Kumar Luthra R/O Villa no 151 Street no 4 Kunran Enclave Backside Amar Sweet Churpur Road Ludhiana changed my name to Shashi Luthra. 7171: [191, 929, 372, 1035]
- government-notice-body: ਕੇਂਦਰੀ ਸਰਕਾਰ ਦੇ ਸਾਹਮਣੇ, ਖੇਤਰੀ ਨਿਰਦੇਸ਼ਕ, ਉੱਤਰੀ ਖੇਤਰ, ਕਾਰਪੋਰੇਟ ਮਾਮਲਿਆਂ ਦਾ ਮੰਤਰਾਲਾ। ਕੰਪਨੀ ਐਕਟ, 2013 ਦੀ ਧਾਰਾ 13 ਦੀ ਉਪ-ਧਾਰਾ (4) ਅਤੇ ਕੰਪਨੀ (ਇਨਕਾਰਪੋਰੇਸ਼ਨ) ਨਿਯਮ, 2014 ਦੇ ਨਿਯਮ 30 ਦੇ ਉਪ-ਨਿਯਮ (5) ਦੇ ਕਲਾਜ਼ (ਏ) ਦੇ ਮਾਮਲੇ ਵਿੱਚ। ਰਜਿਸਟਰਡ ਦਫ਼ਤਰ: ਮਕਾਨ ਨੰਬਰ 13219/6, ਗਲੀ ਨੰਬਰ 9/1, ਸਿਵ ਕਲੋਨੀ, ਨਾਮਦੇਵ ਚੌਂਕ, ਬਠਿੰਡਾ, ਪੰਜਾਬ-151001। ਮਿਤੀ: 29/11/2025, ਸਥਾਨ: ਬਠਿੰਡਾ (ਪੰਜਾਬ): [769, 1417, 1133, 1462]
- public-notice-2-body: ਇਸ਼ਤਿਹਾਰ ਰਾਹੀਂ ਆਮ ਜਨਤਾ ਨੂੰ ਸੂਚਿਤ ਕੀਤਾ ਜਾਂਦਾ ਹੈ ਕਿ ਰਜਿਸਟਰੀ ਨੰਬਰ 641 ਮਿਤੀ 3-6-2014, ਮਕਾਨ ਨੰਬਰ 253 ਖਸਰਾ ਨੰ 11 ਨਾਲ ਸਬੰਧਤ ਅਸਲ ਦਸਤਾਵੇਜ਼ ਗੁੰਮ ਹੋ ਗਏ ਹਨ। ਜੇਕਰ ਕਿਸੇ ਨੂੰ ਮਿਲਣ ਤਾਂ ਸੰਪਰਕ ਕਰੇ।: [1154, 1516, 1321, 1579]
- lead-headline-line1: ਤਰਨਤਾਰਨ ਤੋਂ ਜ਼ਿਮਨੀ ਦੇ ਅਕਾਲੀ ਉਮੀਦਵਾਰ: [841, 58, 1434, 100]
- section-head-ad-request: ਇਸ਼ਤਿਹਾਰਾਂ ਸਬੰਧੀ ਜ਼ਰੂਰੀ ਬੇਨਤੀ: [1149, 1701, 1508, 1727]
- section-head-name-change: ਨਾਮ ਬਦਲੀ...: [5, 201, 372, 227]
- issue-date: ਸ਼ਨਿੱਚਰਵਾਰ,29 ਨਵੰਬਰ 2025: [63, 11, 275, 31]
- name-change-subcolumn-a: [5, 232, 185, 1654]
- list-item: ਮੈਂ, ਸੁਰੇਸ਼ ਚੰਦ ਪੁੱਤਰ ਬਾਬੂ ਰਾਮ ਵਾਸੀ ਮਕਾਨ ਨੰਬਰ 14, ਗਲੀ ਨੰਬਰ 1/1, ਗੁਰੂ ਨਾਨਕ ਨਗਰ, ਪਟਿਆਲਾ ਬੇਦਖਲ ਕਰਦਾ ਹਾਂ।: [383, 1059, 753, 1088]
- list-item: ਮੈਂ ਵਿਸ਼ਨੂ ਦਾਸ ਪੁੱਤਰ ਸਰਦਾਰ ਸਿੰਘ ਵਾਸੀ ਮਕਾਨ ਨੰ. 361 ਖੇਡੀਗੜ੍ਹ ਫੇਜ਼ ਵਾਰਡ ਨੰ. 02 ਖਰੜ ਜ਼ਿਲ੍ਹਾ ਐਸ.ਏ.ਐਸ. ਨਗਰ ਵਿਅਕਤ ਕਰਦਾ ਹਾਂ ਕਿ ਮੇਰਾ ਲੜਕਾ ਬੇਦਖਲ ਹੈ।: [383, 700, 753, 729]
- column-name-change: [5, 57, 372, 2366]
- list-item: ਮੈਂ ਜਸਪ੍ਰੀਤ ਕੌਰ ਪਤਨੀ ਜਗਪਾਲ ਸਿੰਘ ਵਾਸੀ ਪਿੰਡ ਦਿਆਲਪੁਰਾ ਜ਼ਿਲ੍ਹਾ ਬਠਿੰਡਾ ਨੇ ਆਪਣਾ ਨਾਮ ਬਦਲ ਕੇ ਜਸਪ੍ਰੀਤ ਕੌਰ ਰੱਖ ਲਿਆ ਹੈ।: [191, 233, 372, 292]
- public-notice-4-title: PUBLIC NOTICE: [1281, 1596, 1376, 1609]
- story3-photo: [763, 1063, 1139, 1276]
- masthead-word-3: ਪਹਿਰੇਦਾਰ: [1386, 3, 1499, 39]
- list-item: ਮੈਂ ਦੀਪਕ ਪੁੱਤਰ ਮੋਹਨ ਲਾਲ ਵਾਸੀ ਮਕਾਨ ਨੰ:956, ਗਲੀ ਨੰ:1, ਵਾਰਡ ਨੰ:3, ਕੋਹਾੜਾ, ਲੁਧਿਆਣਾ ਨੇ ਆਪਣਾ ਨਾਮ ਬਦਲ ਕੇ ਦੀਪਕ ਗੋਇਲ ਰੱਖ ਲਿਆ ਹੈ।: [5, 1417, 185, 1477]
- list-item: I, Urmila Devi W/o Om Prakash R/o 46 Sector-127 Chhaju Majra Distt. SAS Nagar, Mohali have changed my minor daughter name from Khushboo to Khushboo Kumari.: [191, 1337, 372, 1427]
- section-head-bank: ਪਹਿਰੇਦਾਰ ਦਾ ਬੈਂਕ ਖਾਤਾ...: [5, 61, 372, 87]
- list-item: I, Urmila Devi W/o Om Prakash R/o 46 Sector-127 Chhaju Majra Distt. SAS Nagar, Mohali have changed my minor daughter name from Bulbul to Bulbul Kumari.: [191, 1243, 372, 1333]
- list-item: ਮੈਂ ਰਣਜੀਤ ਕੁਮਾਰ ਚੰਦਨ ਪੁੱਤਰ ਅਮਰ ਨਾਥ ਵਾਸੀ # 101 ਸੁਸ਼ਮਾ Crescent ਓਲਡ ਅੰਬਾਲਾ ਰੋਡ ਗਾਜ਼ੀਪੁਰ ਗੁਰਦੁਆਰਾ ਕਲੋਨੀ ਮੋਹਾਲੀ ਨੇ ਆਪਣਾ ਨਾਮ ਬਦਲ ਕੇ ਰਣਜੀਤ ਕੁਮਾਰ ਰੱਖ ਲਿਆ ਹੈ।: [5, 564, 185, 639]
- public-notice-2: [1149, 1494, 1326, 1587]
- list-item: ਮੈਂ ਹਰਪ੍ਰੀਤ ਸਿੰਘ ਪੁੱਤਰ ਸੁਰਜੀਤ ਸਿੰਘ ਵਾਸੀ ਪਿੰਡ ਮਾਣਕੀ, ਲੁਧਿਆਣਾ ਨੇ ਆਪਣਾ ਨਾਮ ਬਦਲ ਕੇ ਹਰਪ੍ਰੀਤ ਸਿੰਘ ਰੱਖ ਲਿਆ ਹੈ।: [191, 549, 372, 593]
- list-item: ਮੈਂ ਜਸਮੀਤ ਕੌਰ ਵਿਧਵਾ ਚਰਨਜੀਤ ਸਿੰਘ ਵਾਸੀ ਪਿੰਡ ਕਰਮੂਵਾਲਾ, ਤਹਿਸੀਲ ਪੱਟੀ, ਜ਼ਿਲ੍ਹਾ ਤਰਨਤਾਰਨ ਵਿਅਕਤ ਕਰਦੀ ਹਾਂ ਕਿ ਮੇਰਾ ਲੜਕਾ ਬੇਦਖਲ ਹੈ।: [1149, 1177, 1508, 1206]
- list-item: ਮੈਂ ਦੀਕਸ਼ਾ ਰਾਣੀ ਪਤਨੀ ਨਰੇਸ਼ ਕੁਮਾਰ ਵਾਸੀ ਪਿੰਡ ਮਾਨਕਪੁਰ ਤਹਿਸੀਲ ਖੰਨਾ (ਲੁਧਿਆਣਾ) ਨੇ ਆਪਣਾ ਨਾਮ ਬਦਲ ਕੇ ਦੀਕਸ਼ਾ ਰਾਣੀ ਰੱਖ ਲਿਆ ਹੈ।: [5, 1480, 185, 1540]
- list-item: ਮੈਂ ਜਗਦੀਸ਼ ਚੰਦਰ ਪੁੱਤਰ ਦੇਸ ਰਾਜ ਗਰਗ ਵਾਸੀ 16215-ਬੀ, ਗਲੀ ਨੰ.10/5 ਗੁਰੂ ਗੋਬਿੰਦ ਸਿੰਘ ਨਗਰ, ਬਠਿੰਡਾ ਨੇ ਆਪਣਾ ਨਾਮ ਬਦਲ ਕੇ ਜਗਦੀਸ਼ ਚੰਦਰ ਰੱਖ ਲਿਆ ਹੈ।: [5, 437, 185, 497]
